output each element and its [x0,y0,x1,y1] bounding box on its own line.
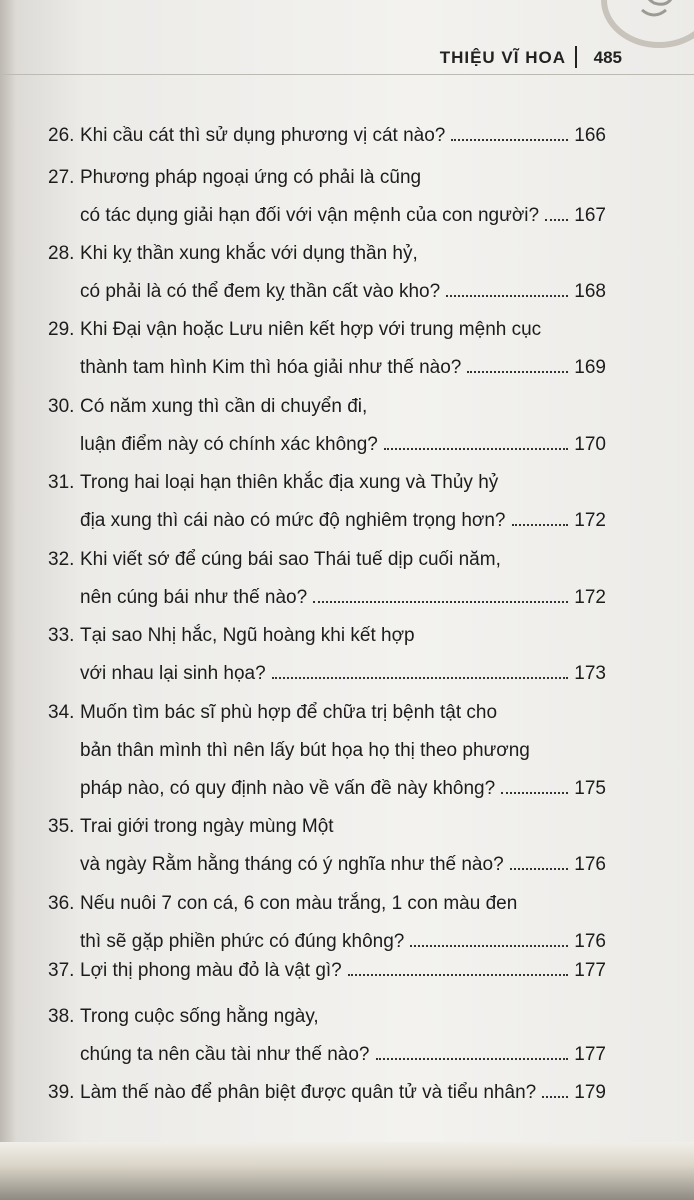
toc-entry-page: 179 [574,1082,606,1103]
toc-entry [48,960,606,992]
toc-entry-continuation [80,587,606,619]
toc-entry-continuation [80,854,606,886]
toc-entry-text: Khi cầu cát thì sử dụng phương vị cát nào? [80,125,446,146]
dot-leader [376,1058,569,1060]
toc-entry-continuation [80,778,606,810]
toc-entry-text: thành tam hình Kim thì hóa giải như thế nào? [80,357,462,378]
toc-entry-text: Trong cuộc sống hằng ngày, [80,1006,319,1027]
toc-entry [48,125,606,157]
dot-leader [272,677,569,679]
toc-entry-text: Muốn tìm bác sĩ phù hợp để chữa trị bệnh tật cho [80,702,498,723]
dot-leader [542,1096,568,1098]
dot-leader [348,974,569,976]
dot-leader [545,219,568,221]
toc-entry [48,319,541,351]
toc-entry-continuation [80,663,606,695]
toc-entry-text: chúng ta nên cầu tài như thế nào? [80,1044,370,1065]
toc-entry [48,472,498,504]
dot-leader [313,601,568,603]
toc-entry-number: 37. [48,960,75,981]
toc-entry-number: 26. [48,125,75,146]
toc-entry-number: 30. [48,396,75,417]
toc-entry-text: Tại sao Nhị hắc, Ngũ hoàng khi kết hợp [80,625,415,646]
toc-entry-text: luận điểm này có chính xác không? [80,434,378,455]
toc-entry [48,549,501,581]
toc-entry-text: pháp nào, có quy định nào về vấn đề này không? [80,778,496,799]
toc-entry-page: 172 [574,510,606,531]
toc-entry-number: 29. [48,319,75,340]
toc-entry-number: 34. [48,702,75,723]
toc-entry-page: 172 [574,587,606,608]
toc-entry-number: 33. [48,625,75,646]
toc-entry-page: 169 [574,357,606,378]
toc-entry-page: 176 [574,854,606,875]
toc-entry-page: 175 [574,778,606,799]
toc-entry [48,816,334,848]
dot-leader [384,448,568,450]
dot-leader [446,295,568,297]
toc-entry-text: Làm thế nào để phân biệt được quân tử và tiểu nhân? [80,1082,537,1103]
toc-entry-page: 166 [574,125,606,146]
toc-entry-text: Phương pháp ngoại ứng có phải là cũng [80,167,422,188]
toc-entry-page: 177 [574,960,606,981]
toc-entry [48,702,497,734]
running-header-title: THIỆU VĨ HOA [439,48,566,67]
dot-leader [512,524,569,526]
toc-entry-number: 38. [48,1006,75,1027]
toc-entry-number: 27. [48,167,75,188]
toc-entry-text: có tác dụng giải hạn đối với vận mệnh của con người? [80,205,540,226]
toc-entry-continuation [80,281,606,313]
toc-entry-text: Có năm xung thì cần di chuyển đi, [80,396,368,417]
toc-entry-number: 36. [48,893,75,914]
page-bottom-edge [0,1142,694,1200]
toc-entry [48,893,517,925]
toc-entry-text: Nếu nuôi 7 con cá, 6 con màu trắng, 1 con màu đen [80,893,518,914]
toc-entry-page: 168 [574,281,606,302]
page-number: 485 [593,48,622,67]
toc-entry-page: 177 [574,1044,606,1065]
toc-entry-number: 31. [48,472,75,493]
toc-entry-continuation [80,1044,606,1076]
toc-entry-text: Trong hai loại hạn thiên khắc địa xung và Thủy hỷ [80,472,499,493]
toc-entry-page: 170 [574,434,606,455]
dot-leader [510,868,569,870]
dot-leader [501,792,568,794]
toc-entry-number: 35. [48,816,75,837]
toc-entry-text: có phải là có thể đem kỵ thần cất vào kho? [80,281,441,302]
toc-entry-text: thì sẽ gặp phiền phức có đúng không? [80,931,405,952]
dot-leader [410,945,568,947]
toc-entry [48,1082,606,1114]
toc-entry-text: Khi Đại vận hoặc Lưu niên kết hợp với trung mệnh cục [80,319,542,340]
toc-entry-continuation [80,205,606,237]
toc-entry-text: Khi kỵ thần xung khắc với dụng thần hỷ, [80,243,418,264]
dot-leader [467,371,568,373]
toc-entry-text: với nhau lại sinh họa? [80,663,266,684]
toc-entry-text: Lợi thị phong màu đỏ là vật gì? [80,960,342,981]
toc-entry [48,243,418,275]
toc-entry-text: Trai giới trong ngày mùng Một [80,816,334,837]
toc-entry [48,625,415,657]
toc-entry [48,1006,319,1038]
toc-entry-continuation [80,357,606,389]
toc-entry-text: bản thân mình thì nên lấy bút họa họ thị theo phương [80,740,530,761]
toc-entry-text: và ngày Rằm hằng tháng có ý nghĩa như thế nào? [80,854,504,875]
toc-entry-page: 167 [574,205,606,226]
toc-entry-continuation [80,740,530,772]
toc-entry [48,167,421,199]
toc-entry-number: 28. [48,243,75,264]
toc-entry-page: 173 [574,663,606,684]
toc-entry-continuation [80,931,606,963]
toc-entry-text: Khi viết sớ để cúng bái sao Thái tuế dịp cuối năm, [80,549,501,570]
toc-entry [48,396,367,428]
toc-entry-continuation [80,434,606,466]
toc-entry-page: 176 [574,931,606,952]
toc-entry-number: 39. [48,1082,75,1103]
dot-leader [451,139,568,141]
toc-entry-continuation [80,510,606,542]
toc-entry-text: nên cúng bái như thế nào? [80,587,308,608]
toc-entry-text: địa xung thì cái nào có mức độ nghiêm trọng hơn? [80,510,506,531]
toc-entry-number: 32. [48,549,75,570]
